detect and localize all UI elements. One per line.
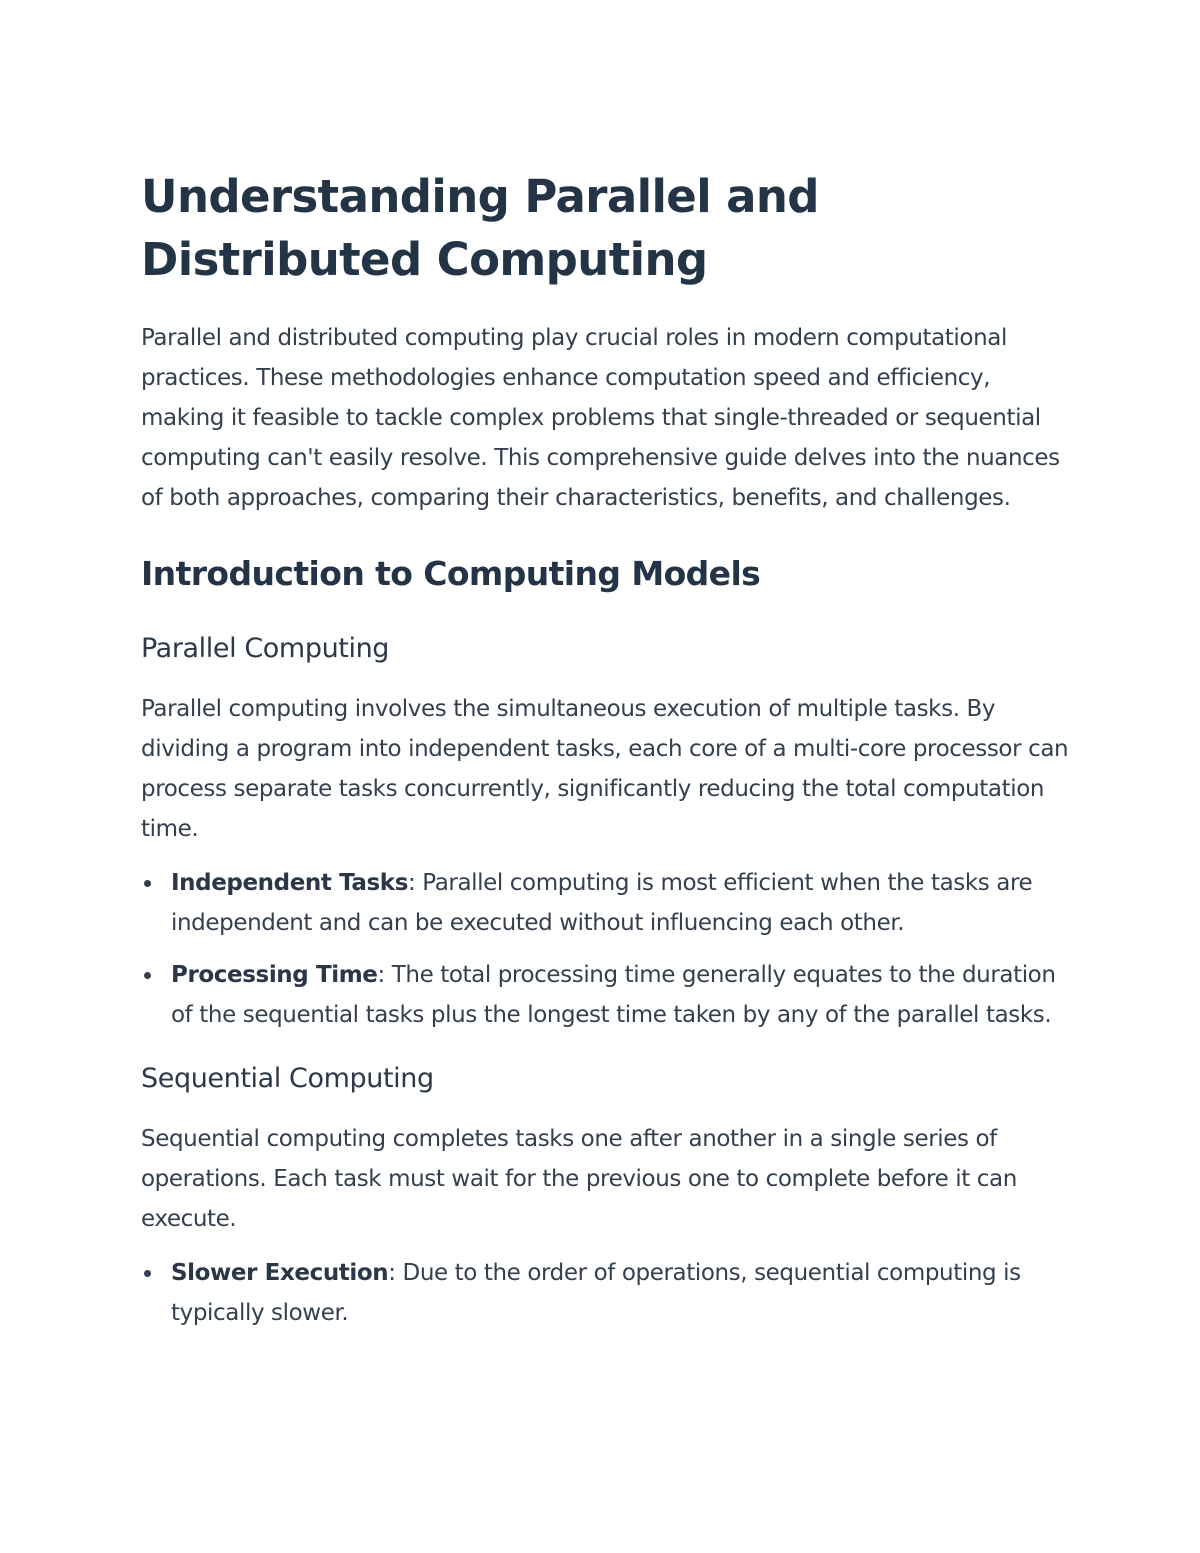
sequential-paragraph: Sequential computing completes tasks one after another in a single series of operations. Each task must wait for the previous one to complete before it can execute. xyxy=(141,1126,1017,1232)
bullet-term: Slower Execution xyxy=(171,1260,389,1286)
bullet-text: : The total processing time generally equates to the duration of the sequential tasks plus the longest time taken by any of the parallel tasks. xyxy=(171,962,1056,1028)
parallel-paragraph: Parallel computing involves the simultaneous execution of multiple tasks. By dividing a program into independent tasks, each core of a multi-core processor can process separate tasks concurrently, significantly reducing the total computation time. xyxy=(141,696,1069,842)
list-item xyxy=(141,955,1071,1035)
sequential-bullet-list xyxy=(141,1253,1071,1333)
list-item xyxy=(141,863,1071,943)
section-heading: Introduction to Computing Models xyxy=(141,554,761,593)
sequential-heading: Sequential Computing xyxy=(141,1063,434,1094)
list-item xyxy=(141,1253,1071,1333)
parallel-bullet-list xyxy=(141,863,1071,1035)
page-title: Understanding Parallel and Distributed Computing xyxy=(141,170,819,286)
bullet-icon xyxy=(144,880,151,887)
bullet-text: : Due to the order of operations, sequential computing is typically slower. xyxy=(171,1260,1021,1326)
bullet-term: Independent Tasks xyxy=(171,870,408,896)
parallel-heading: Parallel Computing xyxy=(141,633,390,664)
bullet-term: Processing Time xyxy=(171,962,378,988)
document-page xyxy=(141,165,1071,1333)
bullet-text: : Parallel computing is most efficient when the tasks are independent and can be executed without influencing each other. xyxy=(171,870,1033,936)
bullet-icon xyxy=(144,1270,151,1277)
bullet-icon xyxy=(144,972,151,979)
intro-paragraph: Parallel and distributed computing play crucial roles in modern computational practices. These methodologies enhance computation speed and efficiency, making it feasible to tackle complex problems that single-threaded or sequential computing can't easily resolve. This comprehensive guide delves into the nuances of both approaches, comparing their characteristics, benefits, and challenges. xyxy=(141,325,1060,511)
